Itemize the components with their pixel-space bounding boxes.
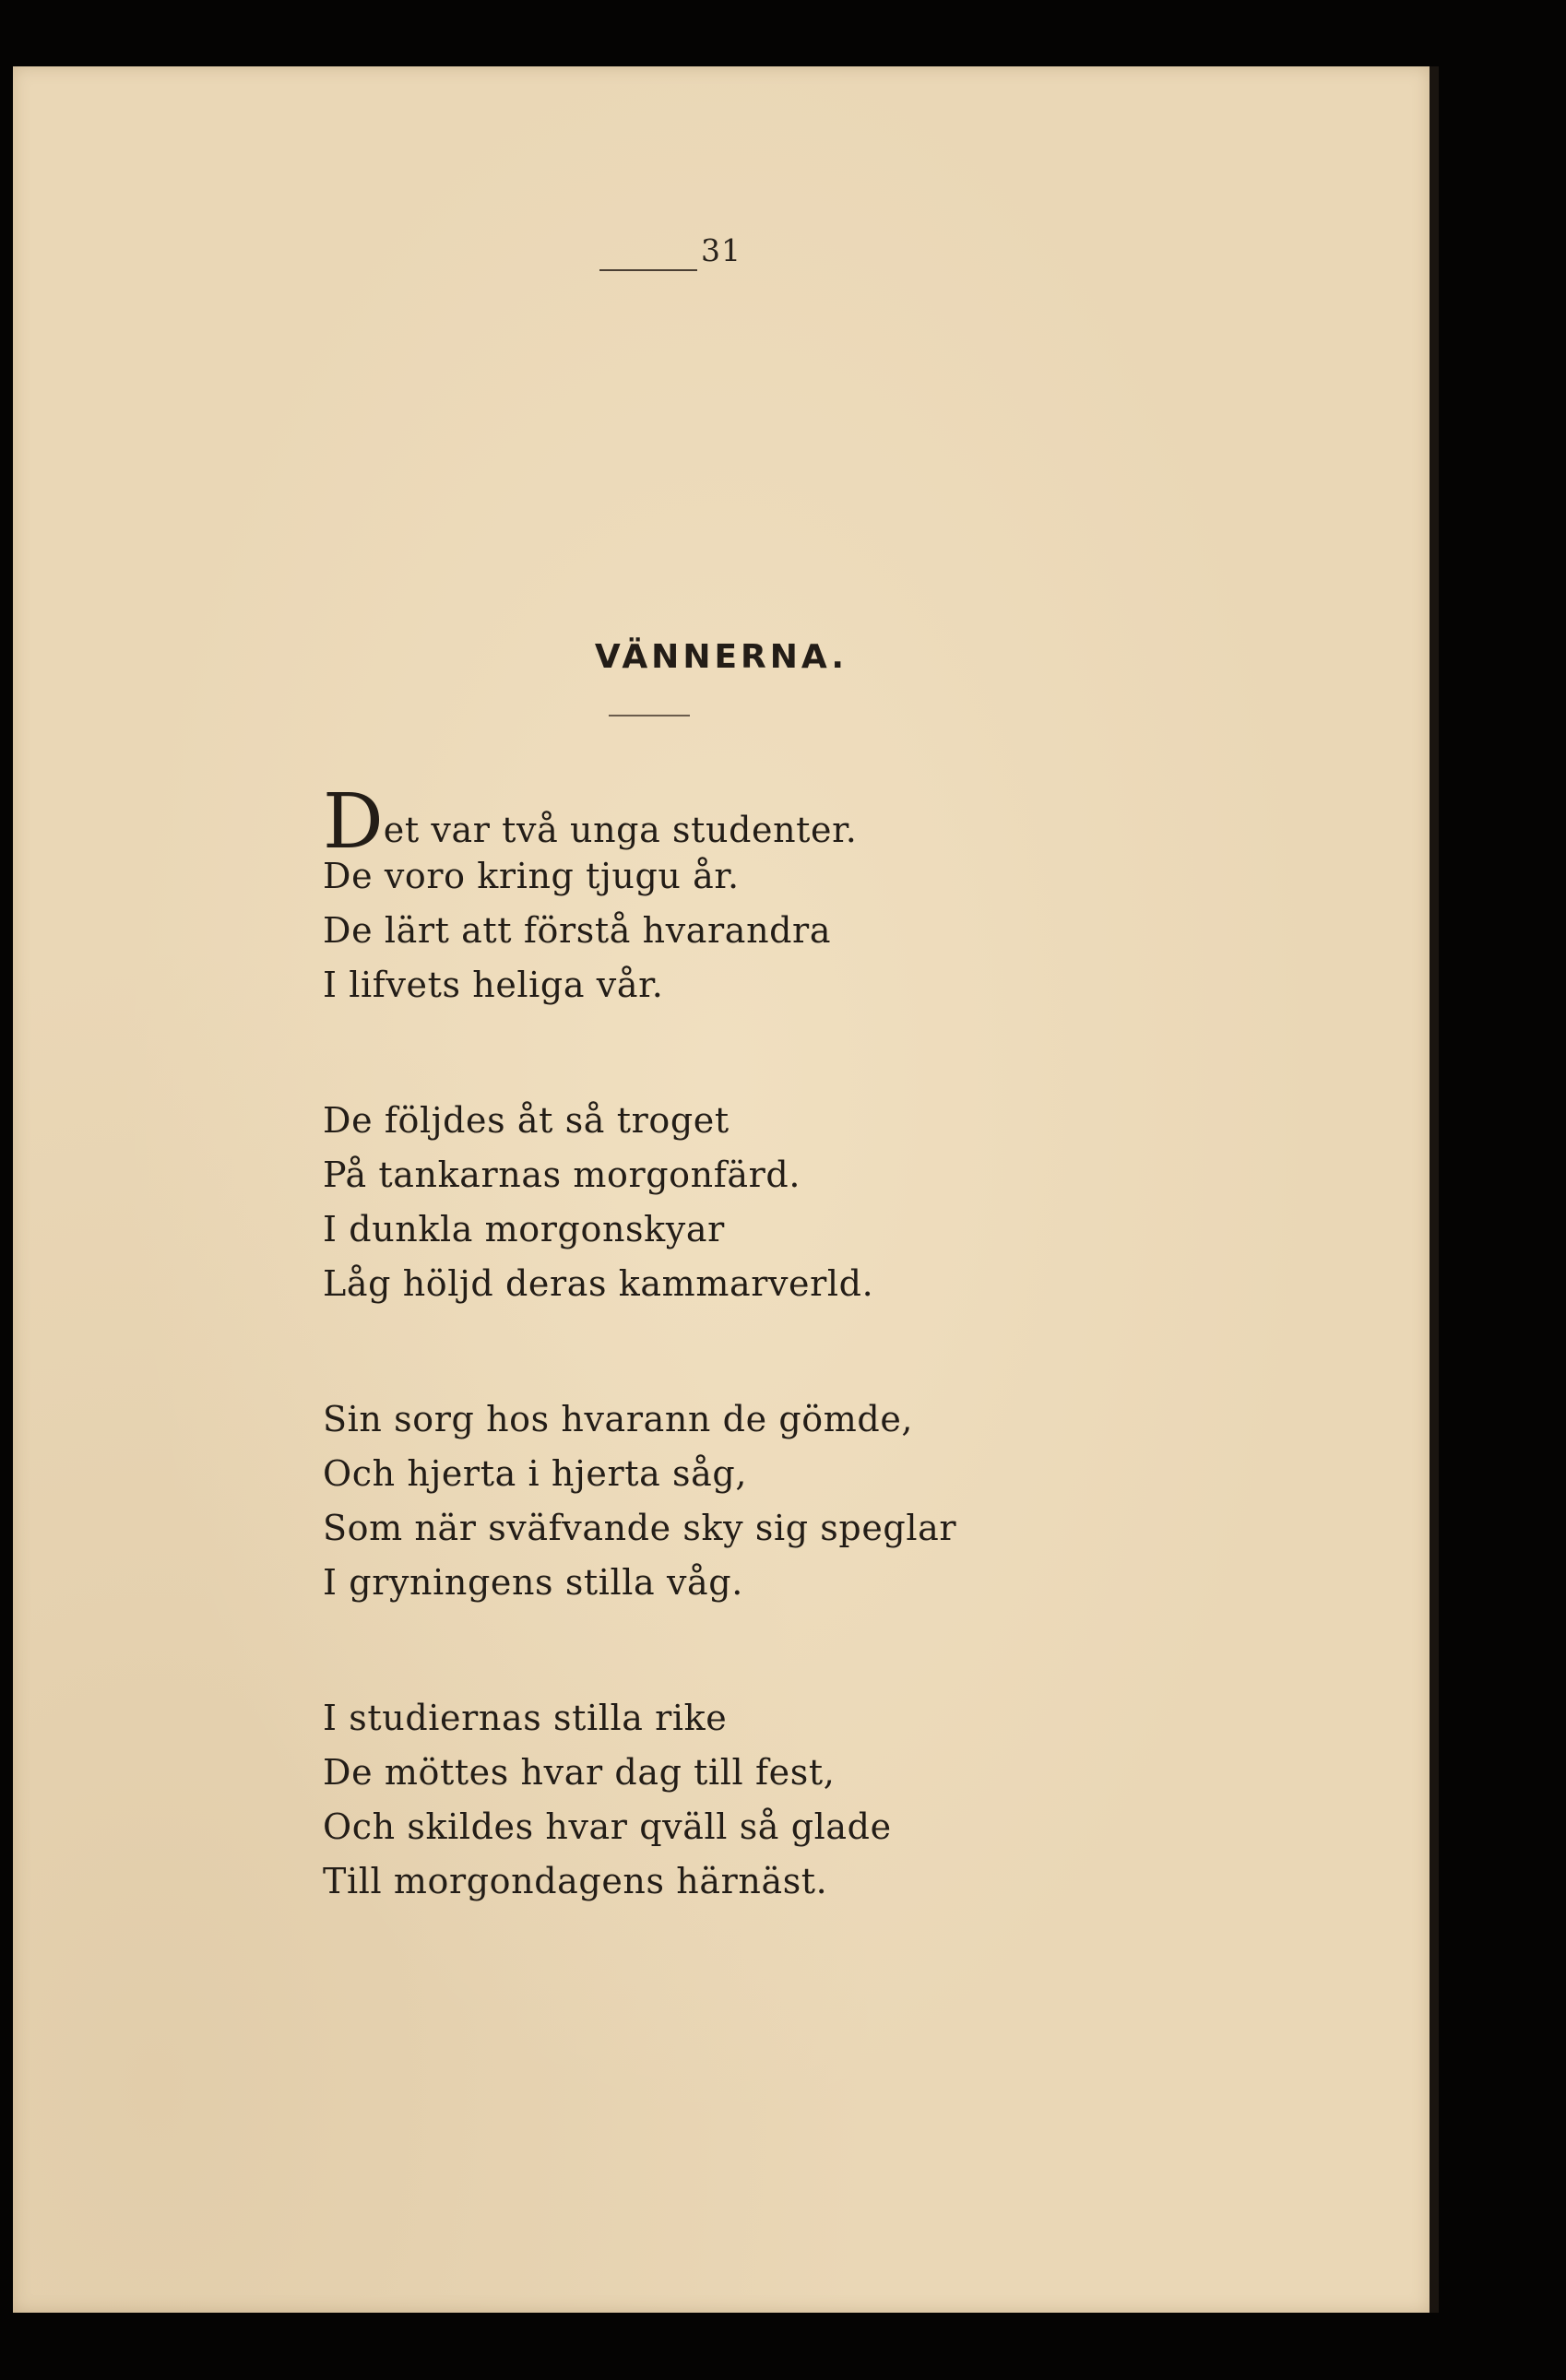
poem-line: Sin sorg hos hvarann de gömde, <box>323 1399 914 1439</box>
title-rule <box>609 715 690 716</box>
poem-line: De lärt att förstå hvarandra <box>323 910 832 951</box>
poem-line: Och hjerta i hjerta såg, <box>323 1453 748 1494</box>
line-text: et var två unga studenter. <box>383 810 858 850</box>
poem-title: VÄNNERNA. <box>594 638 848 676</box>
poem-line: Som när sväfvande sky sig speglar <box>323 1508 957 1548</box>
drop-cap: D <box>323 778 382 866</box>
book-page <box>13 66 1430 2313</box>
poem-line: I studiernas stilla rike <box>323 1698 728 1738</box>
page-number-rule <box>599 269 697 271</box>
poem-line: I dunkla morgonskyar <box>323 1209 725 1249</box>
poem-line: De voro kring tjugu år. <box>323 856 740 896</box>
poem-line: De möttes hvar dag till fest, <box>323 1752 836 1793</box>
stanza-2 <box>323 1094 1337 1311</box>
poem-line: Och skildes hvar qväll så glade <box>323 1806 892 1847</box>
poem-line: I gryningens stilla våg. <box>323 1562 743 1603</box>
poem-line: I lifvets heliga vår. <box>323 965 664 1005</box>
poem-line: De följdes åt så troget <box>323 1100 730 1141</box>
stanza-3 <box>323 1392 1337 1610</box>
poem-line <box>323 778 1337 866</box>
page-number: 31 <box>701 232 741 268</box>
page-edge <box>1430 66 1439 2313</box>
stanza-1 <box>323 778 1337 1012</box>
poem-line: På tankarnas morgonfärd. <box>323 1154 801 1195</box>
stanza-4 <box>323 1691 1337 1909</box>
poem-line: Till morgondagens härnäst. <box>323 1861 828 1901</box>
poem-line: Låg höljd deras kammarverld. <box>323 1263 874 1304</box>
poem-body <box>323 778 1337 1990</box>
